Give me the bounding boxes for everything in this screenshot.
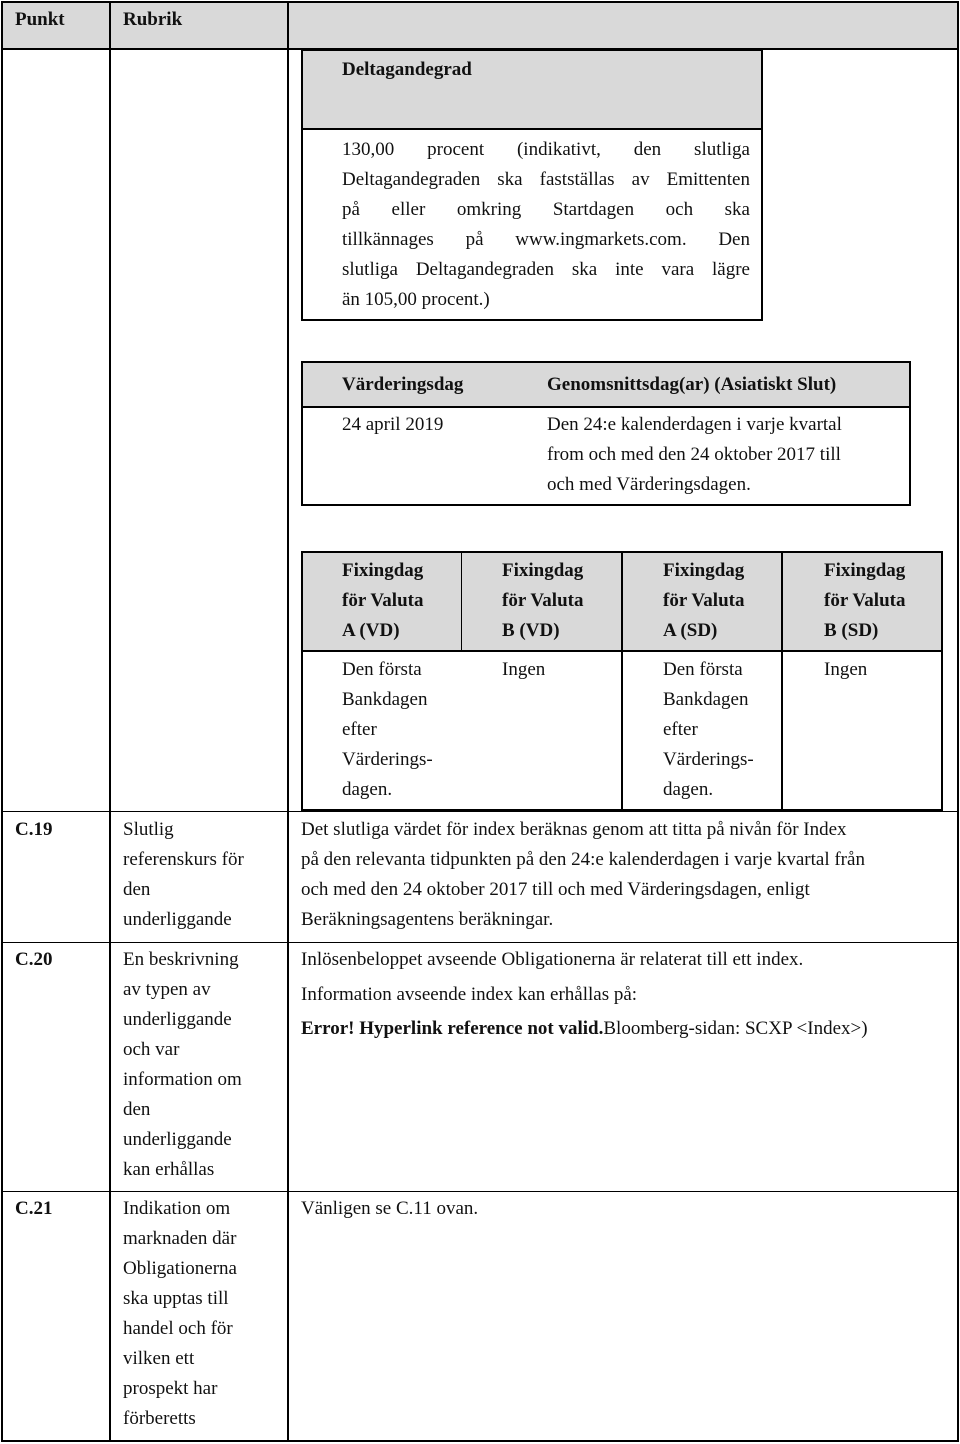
row-c21-rubrik-3: Obligationerna — [123, 1258, 237, 1279]
row-c21-content-1: Vänligen se C.11 ovan. — [301, 1198, 479, 1219]
fixing-value-a-sd-2: Bankdagen — [663, 689, 749, 710]
outer-border-bottom — [1, 1440, 959, 1442]
valuation-averaging-line-1: Den 24:e kalenderdagen i varje kvartal — [547, 414, 842, 435]
row-c20-rubrik-1: En beskrivning — [123, 949, 239, 970]
fixing-value-b-vd: Ingen — [502, 659, 546, 680]
row-c19-rubrik-2: referenskurs för — [123, 849, 244, 870]
row-rule-c20 — [1, 942, 959, 943]
outer-border-right — [957, 1, 959, 1442]
row-c19-rubrik-4: underliggande — [123, 909, 232, 930]
fixing-header-b-vd-1: Fixingdag — [502, 560, 584, 581]
header-punkt: Punkt — [15, 9, 65, 30]
valuation-col2-header: Genomsnittsdag(ar) (Asiatiskt Slut) — [547, 374, 837, 395]
hyperlink-error-text: Error! Hyperlink reference not valid. — [301, 1018, 604, 1039]
row-c21-rubrik-4: ska upptas till — [123, 1288, 229, 1309]
fixing-header-a-vd-2: för Valuta — [342, 590, 424, 611]
deltagandegrad-header-rule — [301, 128, 763, 130]
row-c20-rubrik-3: underliggande — [123, 1009, 232, 1030]
row-c19-content-4: Beräkningsagentens beräkningar. — [301, 909, 554, 930]
fixing-header-a-sd-3: A (SD) — [663, 620, 718, 641]
deltagandegrad-line-6: än 105,00 procent.) — [342, 289, 490, 310]
col-divider-1 — [109, 1, 111, 1442]
row-c20-rubrik-8: kan erhållas — [123, 1159, 215, 1180]
bloomberg-page-text: Bloomberg-sidan: SCXP <Index>) — [603, 1018, 868, 1039]
valuation-averaging-line-3: och med Värderingsdagen. — [547, 474, 751, 495]
fixing-header-b-sd-2: för Valuta — [824, 590, 906, 611]
row-c20-content-1: Inlösenbeloppet avseende Obligationerna är relaterat till ett index. — [301, 949, 804, 970]
fixing-value-a-vd-5: dagen. — [342, 779, 393, 800]
fixing-value-a-vd-3: efter — [342, 719, 377, 740]
fixing-value-b-sd: Ingen — [824, 659, 868, 680]
fixing-header-a-sd-1: Fixingdag — [663, 560, 745, 581]
row-c19-punkt: C.19 — [15, 819, 53, 840]
deltagandegrad-line-5: slutliga Deltagandegraden ska inte vara lägre — [342, 259, 750, 280]
deltagandegrad-line-1: 130,00 procent (indikativt, den slutliga — [342, 139, 750, 160]
fixing-header-a-vd-3: A (VD) — [342, 620, 400, 641]
fixing-col-rule-2 — [621, 551, 623, 811]
valuation-header-rule — [301, 406, 911, 408]
fixing-header-b-sd-1: Fixingdag — [824, 560, 906, 581]
row-c21-rubrik-7: prospekt har — [123, 1378, 218, 1399]
fixing-header-b-sd-3: B (SD) — [824, 620, 879, 641]
fixing-header-b-vd-3: B (VD) — [502, 620, 560, 641]
fixing-value-a-vd-4: Värderings- — [342, 749, 433, 770]
valuation-col1-header: Värderingsdag — [342, 374, 464, 395]
header-rubrik: Rubrik — [123, 9, 183, 30]
row-c21-rubrik-1: Indikation om — [123, 1198, 231, 1219]
deltagandegrad-line-4: tillkännages på www.ingmarkets.com. Den — [342, 229, 750, 250]
deltagandegrad-line-3: på eller omkring Startdagen och ska — [342, 199, 750, 220]
row-c19-content-1: Det slutliga värdet för index beräknas genom att titta på nivån för Index — [301, 819, 847, 840]
fixing-header-b-vd-2: för Valuta — [502, 590, 584, 611]
fixing-value-a-sd-3: efter — [663, 719, 698, 740]
deltagandegrad-title: Deltagandegrad — [342, 59, 472, 80]
deltagandegrad-line-2: Deltagandegraden ska fastställas av Emittenten — [342, 169, 750, 190]
fixing-header-a-sd-2: för Valuta — [663, 590, 745, 611]
row-c20-rubrik-6: den — [123, 1099, 151, 1120]
fixing-value-a-vd-2: Bankdagen — [342, 689, 428, 710]
fixing-header-a-vd-1: Fixingdag — [342, 560, 424, 581]
outer-border-top — [1, 1, 959, 3]
row-rule-c19 — [1, 811, 959, 812]
row-rule-c21 — [1, 1191, 959, 1192]
fixing-col-rule-1 — [461, 551, 462, 651]
row-c20-index-reference — [301, 1014, 868, 1044]
valuation-date: 24 april 2019 — [342, 414, 444, 435]
row-c19-content-2: på den relevanta tidpunkten på den 24:e kalenderdagen i varje kvartal från — [301, 849, 865, 870]
row-c19-rubrik-1: Slutlig — [123, 819, 174, 840]
fixing-value-a-sd-1: Den första — [663, 659, 743, 680]
outer-border-left — [1, 1, 3, 1442]
fixing-value-a-sd-5: dagen. — [663, 779, 714, 800]
col-divider-2 — [287, 1, 289, 1442]
row-c20-rubrik-5: information om — [123, 1069, 242, 1090]
valuation-averaging-line-2: from och med den 24 oktober 2017 till — [547, 444, 841, 465]
fixing-col-rule-3 — [781, 551, 783, 811]
row-c20-content-2: Information avseende index kan erhållas på: — [301, 984, 638, 1005]
row-c21-punkt: C.21 — [15, 1198, 53, 1219]
row-c21-rubrik-6: vilken ett — [123, 1348, 195, 1369]
row-c21-rubrik-2: marknaden där — [123, 1228, 237, 1249]
row-c20-punkt: C.20 — [15, 949, 53, 970]
fixing-value-a-sd-4: Värderings- — [663, 749, 754, 770]
row-c20-rubrik-2: av typen av — [123, 979, 211, 1000]
row-c20-rubrik-4: och var — [123, 1039, 180, 1060]
row-c20-rubrik-7: underliggande — [123, 1129, 232, 1150]
row-c21-rubrik-5: handel och för — [123, 1318, 233, 1339]
row-c19-content-3: och med den 24 oktober 2017 till och med Värderingsdagen, enligt — [301, 879, 810, 900]
fixing-value-a-vd-1: Den första — [342, 659, 422, 680]
row-c21-rubrik-8: förberetts — [123, 1408, 196, 1429]
row-c19-rubrik-3: den — [123, 879, 151, 900]
